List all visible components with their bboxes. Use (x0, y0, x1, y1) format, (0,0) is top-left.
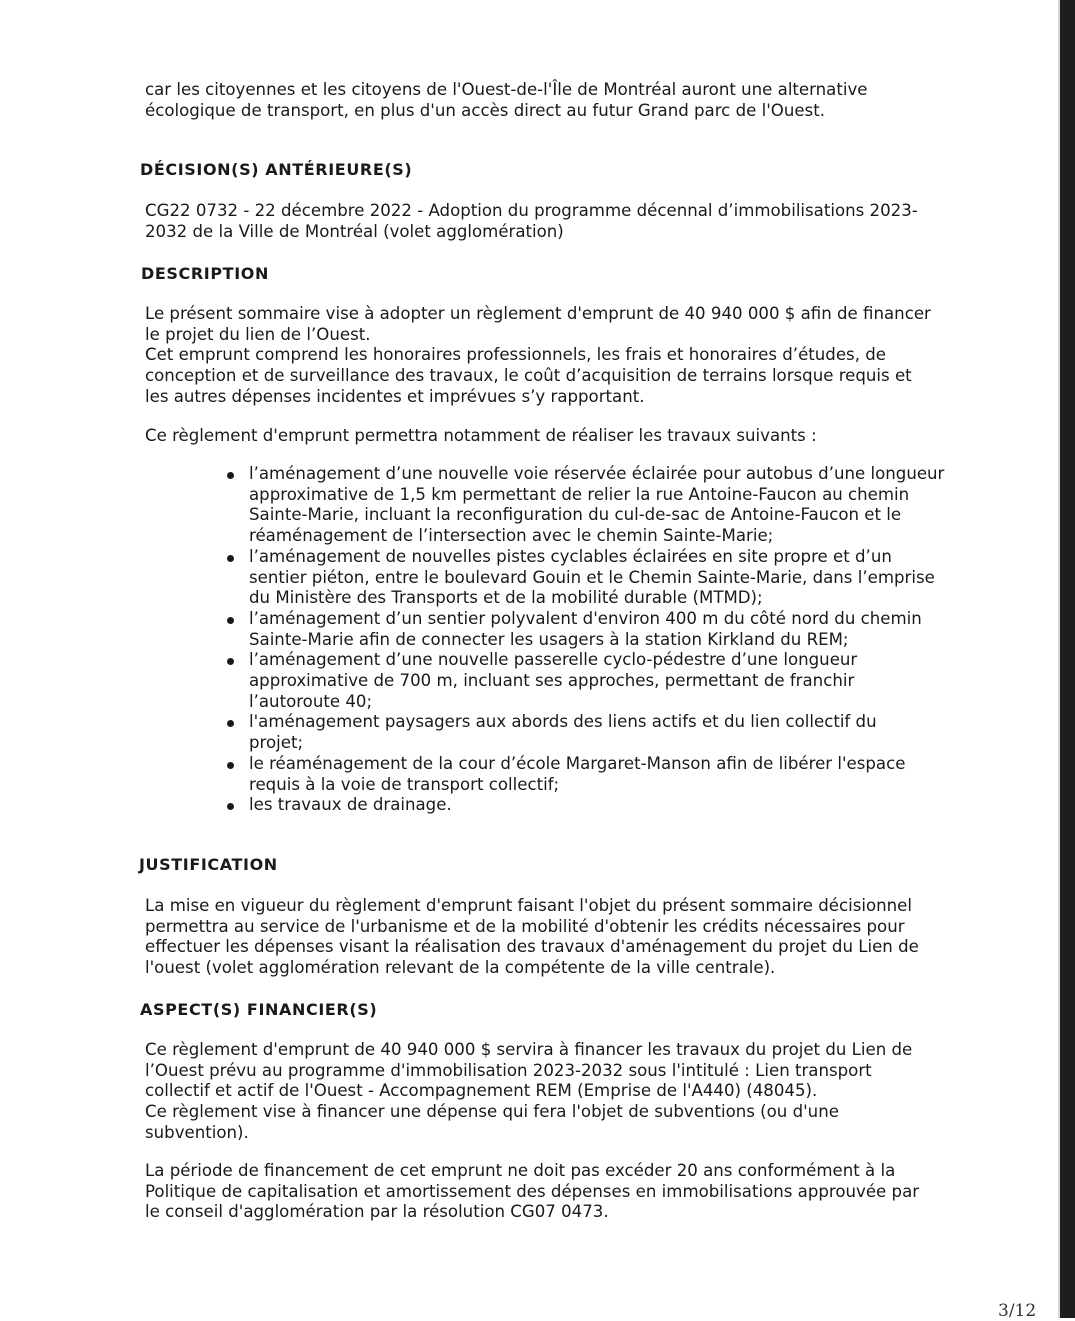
list-item (225, 547, 944, 609)
text-line: approximative de 700 m, incluant ses approches, permettant de franchir (249, 671, 855, 691)
financier-paragraph-2 (145, 1161, 919, 1223)
intro-paragraph (145, 80, 868, 121)
page-number: 3/12 (998, 1301, 1037, 1321)
text-line: Politique de capitalisation et amortissement des dépenses en immobilisations approuvée par (145, 1181, 920, 1201)
text-line: car les citoyennes et les citoyens de l'Ouest-de-l'Île de Montréal auront une alternative (145, 80, 868, 99)
text-line: La période de financement de cet emprunt ne doit pas excéder 20 ans conformément à la (145, 1161, 896, 1180)
text-line: l’aménagement d’une nouvelle voie réservée éclairée pour autobus d’une longueur (249, 464, 945, 483)
text-line: l’aménagement d’une nouvelle passerelle cyclo-pédestre d’une longueur (249, 650, 858, 670)
text-line: l'aménagement paysagers aux abords des liens actifs et du lien collectif du (249, 712, 877, 732)
section-heading-decisions: DÉCISION(S) ANTÉRIEURE(S) (140, 160, 413, 179)
text-line: subvention). (145, 1122, 249, 1142)
text-line: l’Ouest prévu au programme d'immobilisation 2023-2032 sous l'intitulé : Lien transport (145, 1060, 872, 1080)
text-line: requis à la voie de transport collectif; (249, 774, 560, 794)
bullet-icon (227, 472, 234, 479)
text-line: l’autoroute 40; (249, 691, 373, 711)
financier-paragraph-1 (145, 1040, 912, 1144)
justification-paragraph (145, 896, 919, 979)
bullet-icon (227, 803, 234, 810)
section-heading-financier: ASPECT(S) FINANCIER(S) (140, 1000, 378, 1019)
decisions-paragraph (145, 201, 918, 242)
text-line: Ce règlement d'emprunt permettra notamment de réaliser les travaux suivants : (145, 426, 817, 445)
list-item (225, 795, 944, 816)
text-line: approximative de 1,5 km permettant de relier la rue Antoine-Faucon au chemin (249, 484, 910, 504)
list-item (225, 609, 944, 650)
text-line: les travaux de drainage. (249, 795, 452, 815)
text-line: collectif et actif de l'Ouest - Accompagnement REM (Emprise de l'A440) (48045). (145, 1081, 818, 1101)
text-line: le conseil d'agglomération par la résolution CG07 0473. (145, 1202, 609, 1222)
text-line: permettra au service de l'urbanisme et de la mobilité d'obtenir les crédits nécessaires pour (145, 916, 905, 936)
text-line: les autres dépenses incidentes et imprévues s’y rapportant. (145, 386, 645, 406)
text-line: effectuer les dépenses visant la réalisation des travaux d'aménagement du projet du Lien de (145, 937, 919, 957)
text-line: Ce règlement vise à financer une dépense qui fera l'objet de subventions (ou d'une (145, 1102, 839, 1122)
text-line: Cet emprunt comprend les honoraires professionnels, les frais et honoraires d’études, de (145, 345, 886, 365)
text-line: le réaménagement de la cour d’école Margaret-Manson afin de libérer l'espace (249, 753, 906, 773)
viewer-scroll-edge (1060, 0, 1075, 1318)
list-item (225, 754, 944, 795)
text-line: Le présent sommaire vise à adopter un règlement d'emprunt de 40 940 000 $ afin de financer (145, 304, 931, 323)
text-line: conception et de surveillance des travaux, le coût d’acquisition de terrains lorsque requis et (145, 366, 912, 386)
works-list (225, 464, 944, 816)
text-line: réaménagement de l’intersection avec le chemin Sainte-Marie; (249, 526, 774, 546)
text-line: écologique de transport, en plus d'un accès direct au futur Grand parc de l'Ouest. (145, 100, 825, 120)
list-item (225, 650, 944, 712)
text-line: l’aménagement d’un sentier polyvalent d'environ 400 m du côté nord du chemin (249, 608, 922, 628)
text-line: l'ouest (volet agglomération relevant de la compétente de la ville centrale). (145, 958, 776, 978)
text-line: le projet du lien de l’Ouest. (145, 324, 371, 344)
bullet-icon (227, 617, 234, 624)
bullet-icon (227, 762, 234, 769)
text-line: CG22 0732 - 22 décembre 2022 - Adoption du programme décennal d’immobilisations 2023- (145, 201, 918, 220)
text-line: sentier piéton, entre le boulevard Gouin et le Chemin Sainte-Marie, dans l’emprise (249, 567, 935, 587)
section-heading-justification: JUSTIFICATION (139, 855, 278, 874)
text-line: Sainte-Marie afin de connecter les usagers à la station Kirkland du REM; (249, 629, 849, 649)
text-line: Sainte-Marie, incluant la reconfiguration du cul-de-sac de Antoine-Faucon et le (249, 505, 902, 525)
text-line: La mise en vigueur du règlement d'emprunt faisant l'objet du présent sommaire décisionnel (145, 896, 912, 915)
text-line: 2032 de la Ville de Montréal (volet agglomération) (145, 221, 564, 241)
text-line: du Ministère des Transports et de la mobilité durable (MTMD); (249, 588, 763, 608)
bullet-icon (227, 720, 234, 727)
list-item (225, 712, 944, 753)
description-paragraph-1 (145, 304, 931, 408)
bullet-icon (227, 555, 234, 562)
section-heading-description: DESCRIPTION (141, 264, 269, 283)
description-paragraph-2 (145, 426, 817, 447)
bullet-icon (227, 658, 234, 665)
text-line: Ce règlement d'emprunt de 40 940 000 $ servira à financer les travaux du projet du Lien de (145, 1040, 913, 1059)
list-item (225, 464, 944, 547)
text-line: l’aménagement de nouvelles pistes cyclables éclairées en site propre et d’un (249, 546, 892, 566)
text-line: projet; (249, 733, 304, 753)
